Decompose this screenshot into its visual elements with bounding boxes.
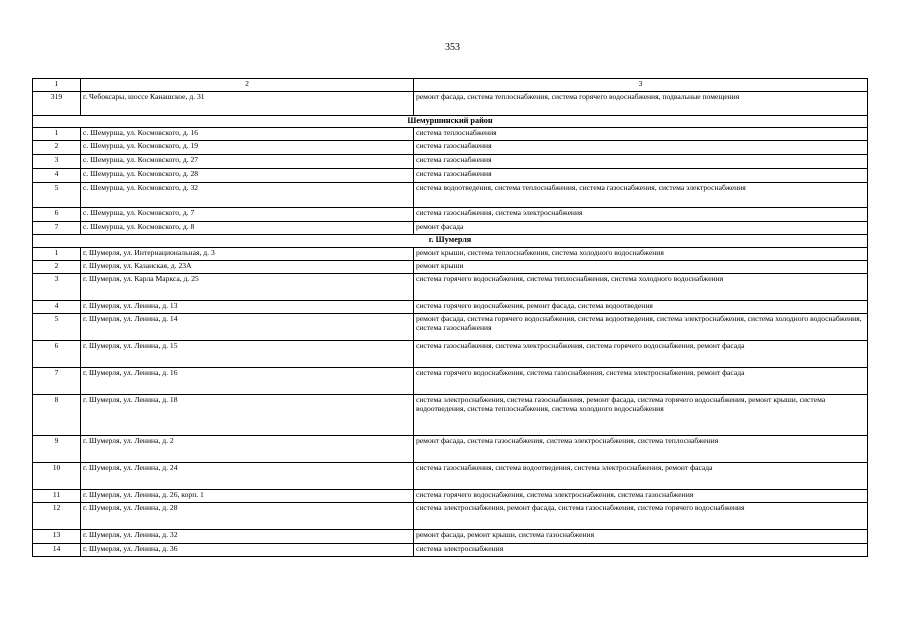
row-works: ремонт фасада, система теплоснабжения, система горячего водоснабжения, подвальные помещения <box>414 92 868 116</box>
table-row <box>33 169 868 183</box>
table-row <box>33 395 868 436</box>
row-number: 10 <box>33 463 81 490</box>
table-row <box>33 183 868 208</box>
table-row <box>33 208 868 222</box>
row-works: система теплоснабжения <box>414 128 868 141</box>
row-number: 8 <box>33 395 81 436</box>
row-number: 3 <box>33 274 81 301</box>
row-address: г. Шумерля, ул. Ленина, д. 28 <box>81 503 414 530</box>
table-row <box>33 92 868 116</box>
row-number: 1 <box>33 128 81 141</box>
row-address: г. Шумерля, ул. Ленина, д. 13 <box>81 301 414 314</box>
row-address: г. Шумерля, ул. Казанская, д. 23А <box>81 261 414 274</box>
row-address: г. Чебоксары, шоссе Канашское, д. 31 <box>81 92 414 116</box>
row-address: г. Шумерля, ул. Ленина, д. 26, корп. 1 <box>81 490 414 503</box>
table-row <box>33 314 868 341</box>
row-address: г. Шумерля, ул. Ленина, д. 36 <box>81 544 414 557</box>
row-works: система горячего водоснабжения, ремонт фасада, система водоотведения <box>414 301 868 314</box>
column-header-works: 3 <box>414 79 868 92</box>
section-title: г. Шумерля <box>33 235 868 248</box>
section-header-row <box>33 235 868 248</box>
row-address: г. Шумерля, ул. Ленина, д. 2 <box>81 436 414 463</box>
table-row <box>33 261 868 274</box>
row-works: ремонт фасада, ремонт крыши, система газоснабжения <box>414 530 868 544</box>
row-works: система газоснабжения, система водоотведения, система электроснабжения, ремонт фасада <box>414 463 868 490</box>
row-number: 2 <box>33 141 81 155</box>
row-number: 6 <box>33 208 81 222</box>
row-address: с. Шемурша, ул. Космовского, д. 8 <box>81 222 414 235</box>
row-address: г. Шумерля, ул. Ленина, д. 14 <box>81 314 414 341</box>
row-works: система электроснабжения, система газоснабжения, ремонт фасада, система горячего водоснабжения, ремонт крыши, система водоотведения, система теплоснабжения, система холодного водоснабжения <box>414 395 868 436</box>
row-address: г. Шумерля, ул. Карла Маркса, д. 25 <box>81 274 414 301</box>
section-title: Шемуршинский район <box>33 116 868 128</box>
row-works: ремонт крыши, система теплоснабжения, система холодного водоснабжения <box>414 248 868 261</box>
table-row <box>33 530 868 544</box>
row-number: 4 <box>33 169 81 183</box>
row-address: с. Шемурша, ул. Космовского, д. 16 <box>81 128 414 141</box>
row-address: г. Шумерля, ул. Ленина, д. 15 <box>81 341 414 368</box>
table-row <box>33 463 868 490</box>
row-number: 5 <box>33 183 81 208</box>
column-number-row <box>33 79 868 92</box>
row-number: 11 <box>33 490 81 503</box>
houses-table-body <box>33 79 868 557</box>
table-row <box>33 341 868 368</box>
row-number: 9 <box>33 436 81 463</box>
table-row <box>33 248 868 261</box>
row-works: система газоснабжения <box>414 169 868 183</box>
row-address: г. Шумерля, ул. Ленина, д. 32 <box>81 530 414 544</box>
row-works: система горячего водоснабжения, система теплоснабжения, система холодного водоснабжения <box>414 274 868 301</box>
row-number: 2 <box>33 261 81 274</box>
row-number: 7 <box>33 222 81 235</box>
row-works: ремонт фасада, система горячего водоснабжения, система водоотведения, система электроснабжения, система холодного водоснабжения, система газоснабжения <box>414 314 868 341</box>
row-address: г. Шумерля, ул. Ленина, д. 18 <box>81 395 414 436</box>
row-address: г. Шумерля, ул. Ленина, д. 24 <box>81 463 414 490</box>
table-row <box>33 368 868 395</box>
row-works: система горячего водоснабжения, система электроснабжения, система газоснабжения <box>414 490 868 503</box>
row-address: с. Шемурша, ул. Космовского, д. 27 <box>81 155 414 169</box>
table-row <box>33 128 868 141</box>
row-address: с. Шемурша, ул. Космовского, д. 7 <box>81 208 414 222</box>
page-number: 353 <box>445 42 460 53</box>
section-header-row <box>33 116 868 128</box>
table-row <box>33 544 868 557</box>
row-address: с. Шемурша, ул. Космовского, д. 19 <box>81 141 414 155</box>
row-works: ремонт фасада, система газоснабжения, система электроснабжения, система теплоснабжения <box>414 436 868 463</box>
row-number: 7 <box>33 368 81 395</box>
row-address: г. Шумерля, ул. Ленина, д. 16 <box>81 368 414 395</box>
table-row <box>33 155 868 169</box>
row-works: система газоснабжения, система электроснабжения <box>414 208 868 222</box>
column-header-address: 2 <box>81 79 414 92</box>
table-row <box>33 141 868 155</box>
row-address: с. Шемурша, ул. Космовского, д. 28 <box>81 169 414 183</box>
table-row <box>33 222 868 235</box>
row-number: 3 <box>33 155 81 169</box>
table-row <box>33 503 868 530</box>
row-number: 319 <box>33 92 81 116</box>
row-address: с. Шемурша, ул. Космовского, д. 32 <box>81 183 414 208</box>
row-works: система газоснабжения <box>414 155 868 169</box>
houses-table <box>32 78 868 557</box>
row-works: ремонт крыши <box>414 261 868 274</box>
row-address: г. Шумерля, ул. Интернациональная, д. 3 <box>81 248 414 261</box>
row-number: 13 <box>33 530 81 544</box>
table-row <box>33 436 868 463</box>
row-number: 6 <box>33 341 81 368</box>
table-row <box>33 274 868 301</box>
row-works: ремонт фасада <box>414 222 868 235</box>
row-number: 1 <box>33 248 81 261</box>
table-row <box>33 490 868 503</box>
table-row <box>33 301 868 314</box>
row-works: система газоснабжения <box>414 141 868 155</box>
row-number: 14 <box>33 544 81 557</box>
row-works: система газоснабжения, система электроснабжения, система горячего водоснабжения, ремонт фасада <box>414 341 868 368</box>
row-works: система электроснабжения, ремонт фасада, система газоснабжения, система горячего водоснабжения <box>414 503 868 530</box>
row-number: 12 <box>33 503 81 530</box>
row-number: 4 <box>33 301 81 314</box>
row-works: система водоотведения, система теплоснабжения, система газоснабжения, система электроснабжения <box>414 183 868 208</box>
row-works: система электроснабжения <box>414 544 868 557</box>
row-number: 5 <box>33 314 81 341</box>
column-header-number: 1 <box>33 79 81 92</box>
row-works: система горячего водоснабжения, система газоснабжения, система электроснабжения, ремонт фасада <box>414 368 868 395</box>
